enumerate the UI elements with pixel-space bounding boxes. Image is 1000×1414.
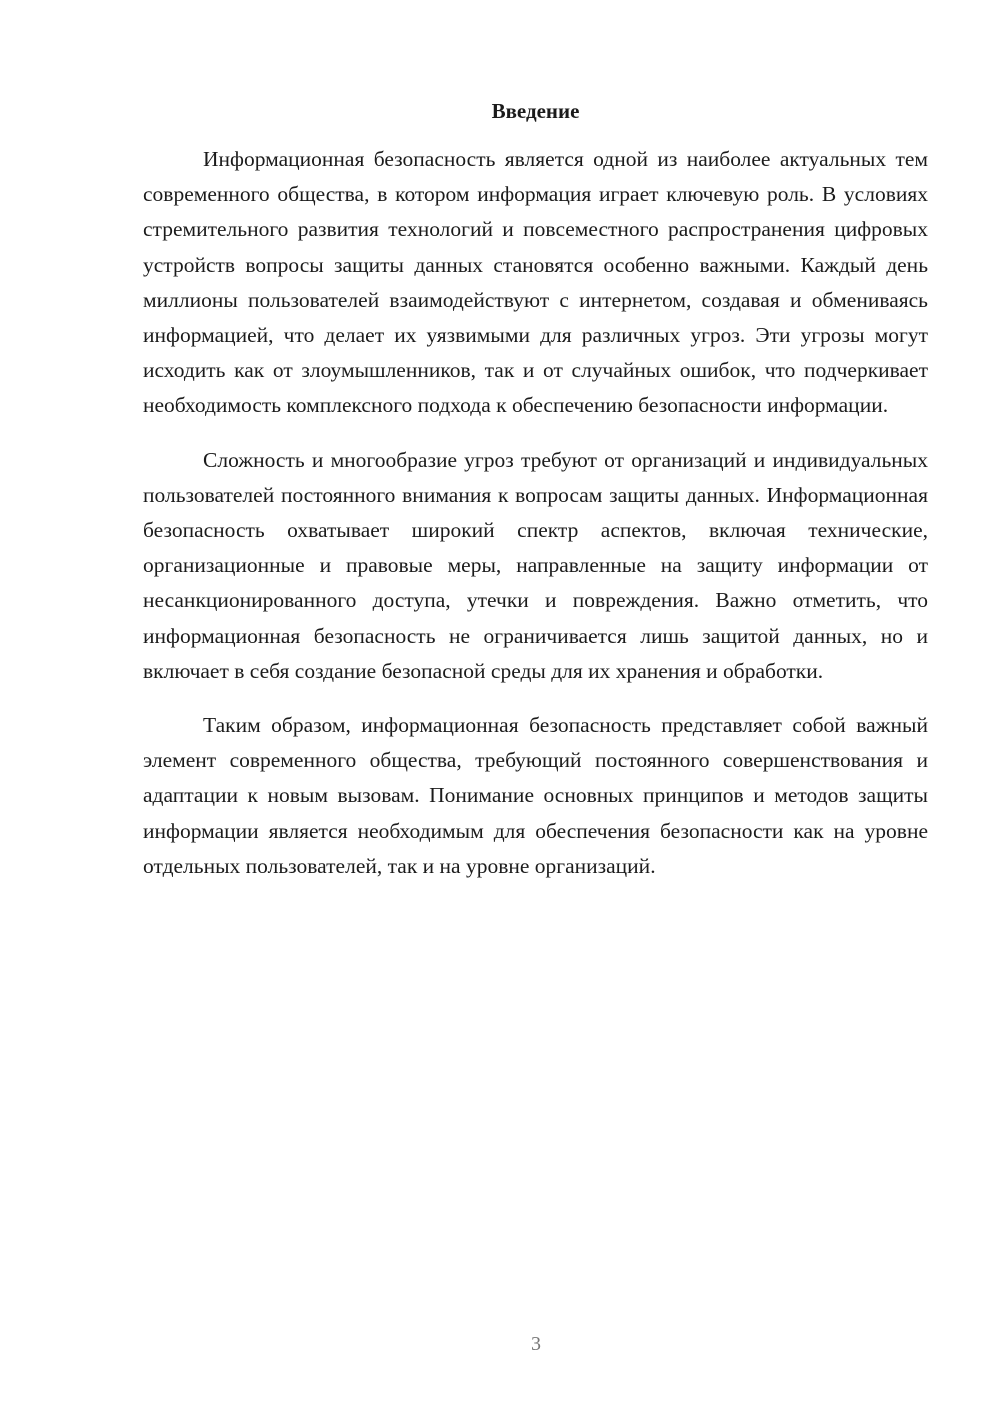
page-title: Введение	[491, 99, 580, 123]
paragraph-2: Сложность и многообразие угроз требуют от организаций и индивидуальных пользователей постоянного внимания к вопросам защиты данных. Информационная безопасность охватывает широкий спектр аспектов, включая технические, организационные и правовые меры, направленные на защиту информации от несанкционированного доступа, утечки и повреждения. Важно отметить, что информационная безопасность не ограничивается лишь защитой данных, но и включает в себя создание безопасной среды для их хранения и обработки.	[143, 447, 928, 683]
document-body	[143, 142, 928, 903]
page-number: 3	[531, 1333, 541, 1355]
paragraph-1: Информационная безопасность является одной из наиболее актуальных тем современного общества, в котором информация играет ключевую роль. В условиях стремительного развития технологий и повсеместного распространения цифровых устройств вопросы защиты данных становятся особенно важными. Каждый день миллионы пользователей взаимодействуют с интернетом, создавая и обмениваясь информацией, что делает их уязвимыми для различных угроз. Эти угрозы могут исходить как от злоумышленников, так и от случайных ошибок, что подчеркивает необходимость комплексного подхода к обеспечению безопасности информации.	[143, 147, 928, 418]
paragraph-3: Таким образом, информационная безопасность представляет собой важный элемент современного общества, требующий постоянного совершенствования и адаптации к новым вызовам. Понимание основных принципов и методов защиты информации является необходимым для обеспечения безопасности как на уровне отдельных пользователей, так и на уровне организаций.	[143, 713, 928, 878]
